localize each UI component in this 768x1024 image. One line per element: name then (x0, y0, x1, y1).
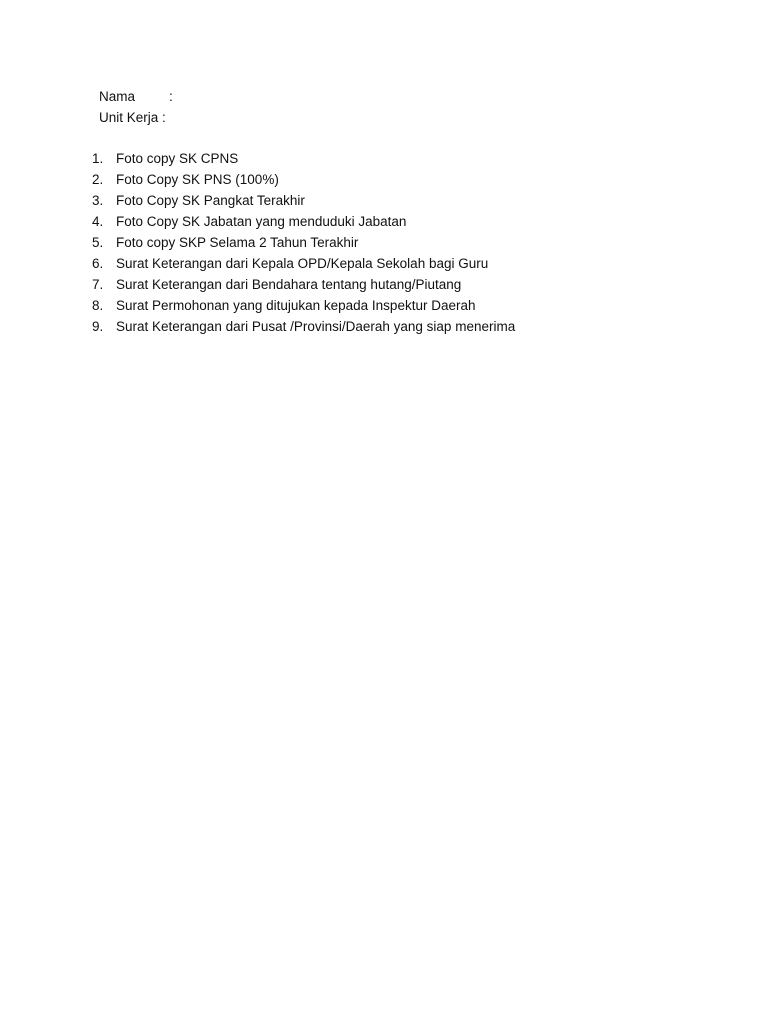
field-unit-kerja-colon: : (158, 110, 166, 125)
list-item (92, 211, 515, 232)
list-item-text: Surat Keterangan dari Bendahara tentang hutang/Piutang (116, 277, 462, 292)
field-unit-kerja (99, 107, 173, 128)
field-nama-colon: : (169, 89, 173, 104)
list-item (92, 148, 515, 169)
list-item (92, 253, 515, 274)
identity-fields (99, 86, 173, 128)
requirements-list (92, 148, 515, 337)
list-item-number: 9. (92, 319, 104, 334)
list-item-text: Foto copy SK CPNS (116, 151, 239, 166)
list-item-text: Foto Copy SK Jabatan yang menduduki Jabatan (116, 214, 407, 229)
field-nama (99, 86, 173, 107)
field-unit-kerja-label: Unit Kerja (99, 110, 159, 125)
list-item-number: 1. (92, 151, 104, 166)
list-item-number: 6. (92, 256, 104, 271)
list-item (92, 295, 515, 316)
list-item (92, 232, 515, 253)
list-item-text: Foto Copy SK PNS (100%) (116, 172, 279, 187)
list-item-number: 8. (92, 298, 104, 313)
list-item-number: 5. (92, 235, 104, 250)
list-item-text: Surat Keterangan dari Kepala OPD/Kepala Sekolah bagi Guru (116, 256, 489, 271)
list-item-text: Foto Copy SK Pangkat Terakhir (116, 193, 305, 208)
list-item-number: 2. (92, 172, 104, 187)
list-item-text: Foto copy SKP Selama 2 Tahun Terakhir (116, 235, 359, 250)
list-item-number: 3. (92, 193, 104, 208)
list-item (92, 169, 515, 190)
field-nama-label: Nama (99, 89, 136, 104)
list-item-number: 4. (92, 214, 104, 229)
list-item (92, 190, 515, 211)
list-item-text: Surat Permohonan yang ditujukan kepada Inspektur Daerah (116, 298, 476, 313)
list-item-text: Surat Keterangan dari Pusat /Provinsi/Daerah yang siap menerima (116, 319, 516, 334)
list-item (92, 274, 515, 295)
list-item (92, 316, 515, 337)
list-item-number: 7. (92, 277, 104, 292)
